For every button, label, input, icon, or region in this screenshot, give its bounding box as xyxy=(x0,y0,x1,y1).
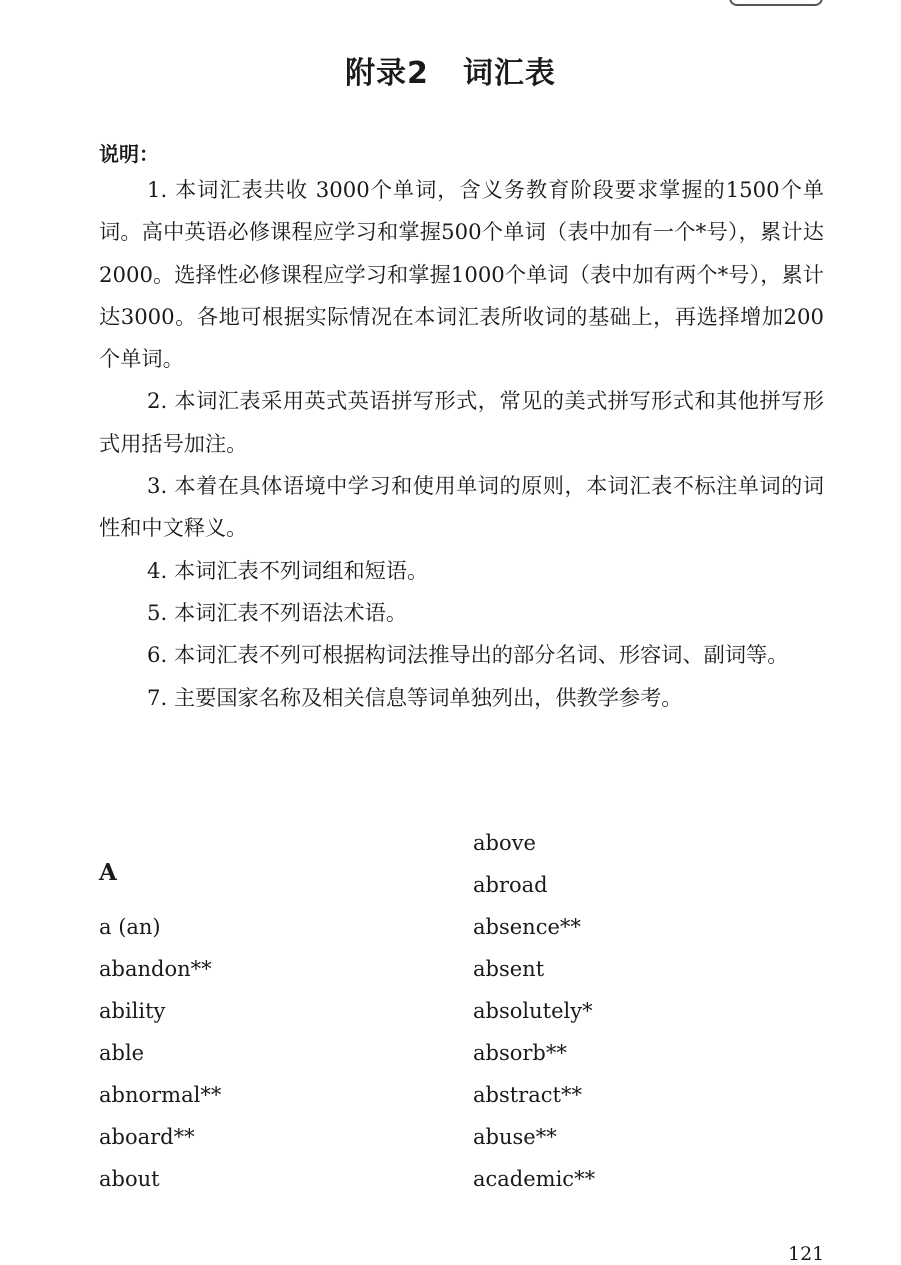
word-column-left xyxy=(99,916,221,1210)
notes-heading: 说明： xyxy=(99,142,159,166)
word-item: absorb** xyxy=(473,1041,567,1065)
word-item: abandon** xyxy=(99,957,212,981)
note-item-2: 2. 本词汇表采用英式英语拼写形式，常见的美式拼写形式和其他拼写形式用括号加注。 xyxy=(99,388,824,456)
page-number: 121 xyxy=(788,1243,825,1265)
word-item: able xyxy=(99,1041,145,1065)
word-item: abstract** xyxy=(473,1083,582,1107)
word-item: absence** xyxy=(473,915,581,939)
word-item: above xyxy=(473,831,536,855)
note-item-3: 3. 本着在具体语境中学习和使用单词的原则，本词汇表不标注单词的词性和中文释义。 xyxy=(99,473,824,541)
word-item: aboard** xyxy=(99,1125,195,1149)
note-item-4: 4. 本词汇表不列词组和短语。 xyxy=(147,557,429,583)
note-item-5: 5. 本词汇表不列语法术语。 xyxy=(147,599,408,625)
page-title xyxy=(0,48,901,92)
section-letter: A xyxy=(99,859,117,886)
word-item: about xyxy=(99,1167,160,1191)
word-item: ability xyxy=(99,999,166,1023)
word-item: abnormal** xyxy=(99,1083,222,1107)
word-item: absolutely* xyxy=(473,999,593,1023)
header-decoration xyxy=(729,0,823,6)
note-item-6: 6. 本词汇表不列可根据构词法推导出的部分名词、形容词、副词等。 xyxy=(147,642,789,668)
word-item: absent xyxy=(473,957,545,981)
word-item: a (an) xyxy=(99,915,161,939)
word-item: academic** xyxy=(473,1167,596,1191)
title-vocabulary-label: 词汇表 xyxy=(462,56,556,91)
word-item: abuse** xyxy=(473,1125,557,1149)
word-item: abroad xyxy=(473,873,548,897)
title-appendix-label: 附录2 xyxy=(345,56,429,91)
note-item-1: 1. 本词汇表共收 3000个单词，含义务教育阶段要求掌握的1500个单词。高中英语必修课程应学习和掌握500个单词（表中加有一个*号），累计达2000。选择性必修课程应学习和掌握1000个单词（表中加有两个*号），累计达3000。各地可根据实际情况在本词汇表所收词的基础上，再选择增加200个单词。 xyxy=(99,177,824,372)
notes-list xyxy=(99,169,824,719)
word-column-right xyxy=(473,832,595,1210)
note-item-7: 7. 主要国家名称及相关信息等词单独列出，供教学参考。 xyxy=(147,684,683,710)
